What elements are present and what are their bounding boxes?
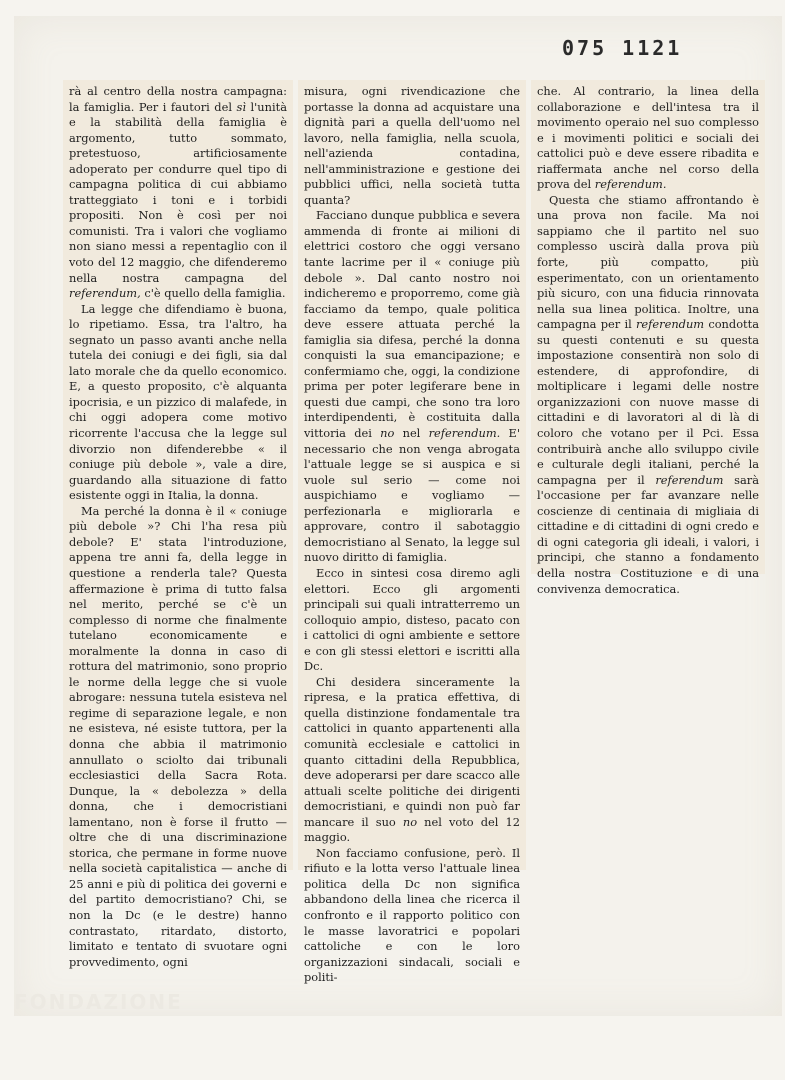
paragraph: Chi desidera sinceramente la ripresa, e la pratica effettiva, di quella distinzione fondamentale tra cattolici in quanto appartenenti alla comunità ecclesiale e cattolici in quanto cittadini della Repubblica, deve adoperarsi per dare scacco alle attuali scelte politiche dei dirigenti democristiani, e quindi non può far mancare il suo no nel voto del 12 maggio.	[304, 674, 520, 845]
watermark: FONDAZIONE	[14, 990, 183, 1014]
paragraph: Ma perché la donna è il « coniuge più debole »? Chi l'ha resa più debole? E' stata l'introduzione, appena tre anni fa, della legge in questione a renderla tale? Questa affermazione è prima di tutto falsa nel merito, perché se c'è un complesso di norme che finalmente tutelano economicamente e moralmente la donna in caso di rottura del matrimonio, sono proprio le norme della legge che si vuole abrogare: nessuna tutela esisteva nel regime di separazione legale, e non ne esisteva, né esiste tuttora, per la donna che abbia il matrimonio annullato o sciolto dai tribunali ecclesiastici della Sacra Rota. Dunque, la « debolezza » della donna, che i democristiani lamentano, non è forse il frutto — oltre che di una discriminazione storica, che permane in forme nuove nella società capitalistica — anche di 25 anni e più di politica dei governi e del partito democristiano? Chi, se non la Dc (e le destre) hanno contrastato, ritardato, distorto, limitato e tentato di svuotare ogni provvedimento, ogni	[69, 503, 287, 969]
paragraph: Facciano dunque pubblica e severa ammenda di fronte ai milioni di elettrici costoro che oggi versano tante lacrime per il « coniuge più debole ». Dal canto nostro noi indicheremo e proporremo, come già facciamo da tempo, quale politica deve essere attuata perché la famiglia sia difesa, perché la donna conquisti la sua emancipazione; e confermiamo che, oggi, la condizione prima per poter legiferare bene in questi due campi, che sono tra loro interdipendenti, è costituita dalla vittoria dei no nel referendum. E' necessario che non venga abrogata l'attuale legge se si auspica e si vuole sul serio — come noi auspichiamo e vogliamo — perfezionarla e migliorarla e approvare, contro il sabotaggio democristiano al Senato, la legge sul nuovo diritto di famiglia.	[304, 208, 520, 565]
article-column-3	[531, 80, 765, 596]
article-column-1	[63, 80, 293, 969]
paragraph: rà al centro della nostra campagna: la famiglia. Per i fautori del sì l'unità e la stabilità della famiglia è argomento, tutto sommato, pretestuoso, artificiosamente adoperato per condurre quel tipo di campagna politica di cui abbiamo tratteggiato i toni e i torbidi propositi. Non è così per noi comunisti. Tra i valori che vogliamo non siano messi a repentaglio con il voto del 12 maggio, che difenderemo nella nostra campagna del referendum, c'è quello della famiglia.	[69, 84, 287, 301]
archive-stamp: 075 1121	[562, 36, 683, 60]
paragraph: Ecco in sintesi cosa diremo agli elettori. Ecco gli argomenti principali sui quali intratterremo un colloquio ampio, disteso, pacato con i cattolici di ogni ambiente e settore e con gli stessi elettori e iscritti alla Dc.	[304, 565, 520, 674]
paragraph: La legge che difendiamo è buona, lo ripetiamo. Essa, tra l'altro, ha segnato un passo avanti anche nella tutela dei coniugi e dei figli, sia dal lato morale che da quello economico. E, a questo proposito, c'è alquanta ipocrisia, e un pizzico di malafede, in chi oggi adopera come motivo ricorrente l'accusa che la legge sul divorzio non difenderebbe « il coniuge più debole », vale a dire, guardando alla situazione di fatto esistente oggi in Italia, la donna.	[69, 301, 287, 503]
article-column-2	[298, 80, 526, 985]
paragraph: che. Al contrario, la linea della collaborazione e dell'intesa tra il movimento operaio nel suo complesso e i movimenti politici e sociali dei cattolici può e deve essere ribadita e riaffermata anche nel corso della prova del referendum.	[537, 84, 759, 192]
paragraph: Non facciamo confusione, però. Il rifiuto e la lotta verso l'attuale linea politica della Dc non significa abbandono della linea che ricerca il confronto e il rapporto politico con le masse lavoratrici e popolari cattoliche e con le loro organizzazioni sindacali, sociali e politi-	[304, 845, 520, 985]
paragraph: Questa che stiamo affrontando è una prova non facile. Ma noi sappiamo che il partito nel suo complesso uscirà dalla prova più forte, più compatto, più esperimentato, con un orientamento più sicuro, con una fiducia rinnovata nella sua linea politica. Inoltre, una campagna per il referendum condotta su questi contenuti e su questa impostazione consentirà non solo di estendere, di approfondire, di moltiplicare i legami delle nostre organizzazioni con nuove masse di cittadini e di lavoratori al di là di coloro che votano per il Pci. Essa contribuirà anche allo sviluppo civile e culturale degli italiani, perché la campagna per il referendum sarà l'occasione per far avanzare nelle coscienze di centinaia di migliaia di cittadine e di cittadini di ogni credo e di ogni categoria gli ideali, i valori, i principi, che stanno a fondamento della nostra Costituzione e di una convivenza democratica.	[537, 192, 759, 596]
paragraph: misura, ogni rivendicazione che portasse la donna ad acquistare una dignità pari a quella dell'uomo nel lavoro, nella famiglia, nella scuola, nell'azienda contadina, nell'amministrazione e gestione dei pubblici uffici, nella società tutta quanta?	[304, 84, 520, 207]
